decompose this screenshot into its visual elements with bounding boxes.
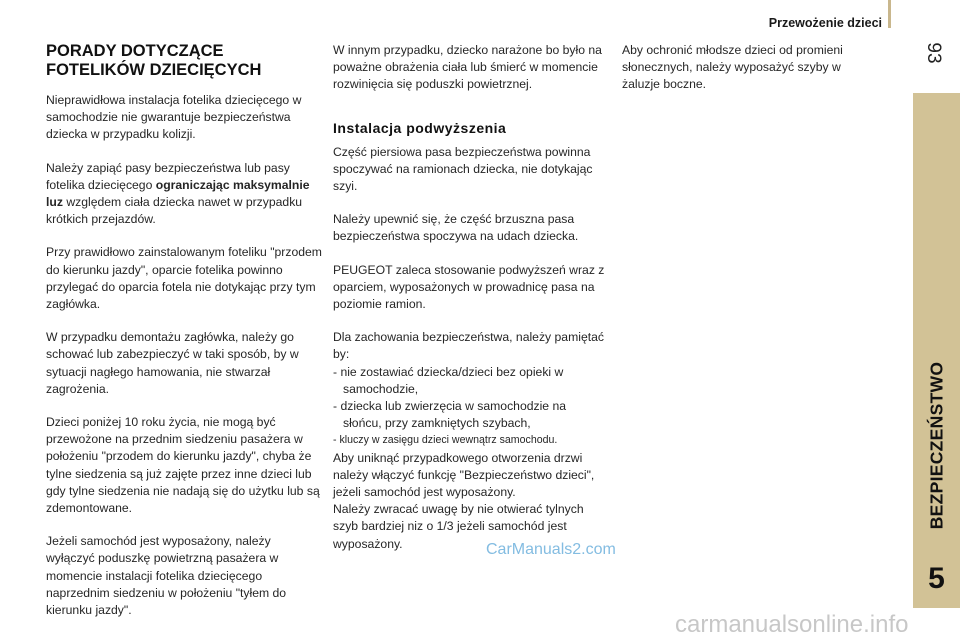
paragraph: Należy zwracać uwagę by nie otwierać tylnych szyb bardziej niz o 1/3 jeżeli samochód jest wyposażony. <box>333 502 584 551</box>
booster-heading: Instalacja podwyższenia <box>333 119 507 136</box>
column-left <box>46 42 322 619</box>
paragraph: W przypadku demontażu zagłówka, należy go schować lub zabezpieczyć w taki sposób, by w sytuacji nagłego hamowania, nie stwarzał zagrożenia. <box>46 330 299 396</box>
paragraph: Nieprawidłowa instalacja fotelika dziecięcego w samochodzie nie gwarantuje bezpieczeństwa dziecka w przypadku kolizji. <box>46 93 302 142</box>
watermark-carmanuals2: CarManuals2.com <box>486 541 616 558</box>
paragraph: Należy upewnić się, że część brzuszna pasa bezpieczeństwa spoczywa na udach dziecka. <box>333 212 579 244</box>
paragraph: W innym przypadku, dziecko narażone bo było na poważne obrażenia ciała lub śmierć w momencie rozwinięcia się poduszki powietrznej. <box>333 43 602 92</box>
paragraph: Aby uniknąć przypadkowego otworzenia drzwi należy włączyć funkcję "Bezpieczeństwo dzieci", jeżeli samochód jest wyposażony. <box>333 450 595 500</box>
chapter-number: 5 <box>928 562 945 595</box>
chapter-label-text: BEZPIECZEŃSTWO <box>926 361 947 529</box>
text-run: względem ciała dziecka nawet w przypadku krótkich przejazdów. <box>46 195 303 227</box>
paragraph: Część piersiowa pasa bezpieczeństwa powinna spoczywać na ramionach dziecka, nie dotykając szyi. <box>333 144 593 194</box>
text-run: Należy zapiąć pasy bezpieczeństwa lub pasy fotelika dziecięcego <box>46 160 290 192</box>
column-right <box>622 42 882 94</box>
paragraph: Aby ochronić młodsze dzieci od promieni słonecznych, należy wyposażyć szyby w żaluzje boczne. <box>622 43 843 92</box>
paragraph: Jeżeli samochód jest wyposażony, należy wyłączyć poduszkę powietrzną pasażera w momencie instalacji fotelika dziecięcego naprzednim siedzeniu w położeniu "tyłem do kierunku jazdy". <box>46 534 287 618</box>
bold-run: ograniczając maksymalnie luz <box>46 177 310 210</box>
header-divider <box>888 0 891 28</box>
list-item: - dziecka lub zwierzęcia w samochodzie na słońcu, przy zamkniętych szybach, <box>333 399 567 431</box>
advice-heading <box>46 42 322 80</box>
safety-list <box>333 364 605 450</box>
section-title: Przewożenie dzieci <box>768 16 882 30</box>
advice-heading-line1: PORADY DOTYCZĄCE <box>46 42 224 60</box>
paragraph: Dzieci poniżej 10 roku życia, nie mogą być przewożone na przednim siedzeniu pasażera w położeniu "przodem do kierunku jazdy", chyba że tylne siedzenia są już zajęte przez inne dzieci lub gdy tylne siedzenia nie nadają się do użytku lub są zdemontowane. <box>46 415 320 516</box>
list-item: - kluczy w zasięgu dzieci wewnątrz samochodu. <box>333 434 558 447</box>
paragraph: PEUGEOT zaleca stosowanie podwyższeń wraz z oparciem, wyposażonych w prowadnicę pasa na poziomie ramion. <box>333 262 605 312</box>
paragraph-seatbelts <box>46 160 322 229</box>
chapter-label <box>913 330 960 560</box>
paragraph: Dla zachowania bezpieczeństwa, należy pamiętać by: <box>333 330 604 362</box>
list-item: - nie zostawiać dziecka/dzieci bez opieki w samochodzie, <box>333 364 564 396</box>
column-middle <box>333 42 605 553</box>
advice-heading-line2: FOTELIKÓW DZIECIĘCYCH <box>46 61 262 79</box>
paragraph: Przy prawidłowo zainstalowanym foteliku "przodem do kierunku jazdy", oparcie fotelika powinno przylegać do oparcia fotela nie dotykając przy tym zagłówka. <box>46 245 322 312</box>
watermark-carmanualsonline: carmanualsonline.info <box>675 611 909 638</box>
page-number: 93 <box>923 42 944 64</box>
